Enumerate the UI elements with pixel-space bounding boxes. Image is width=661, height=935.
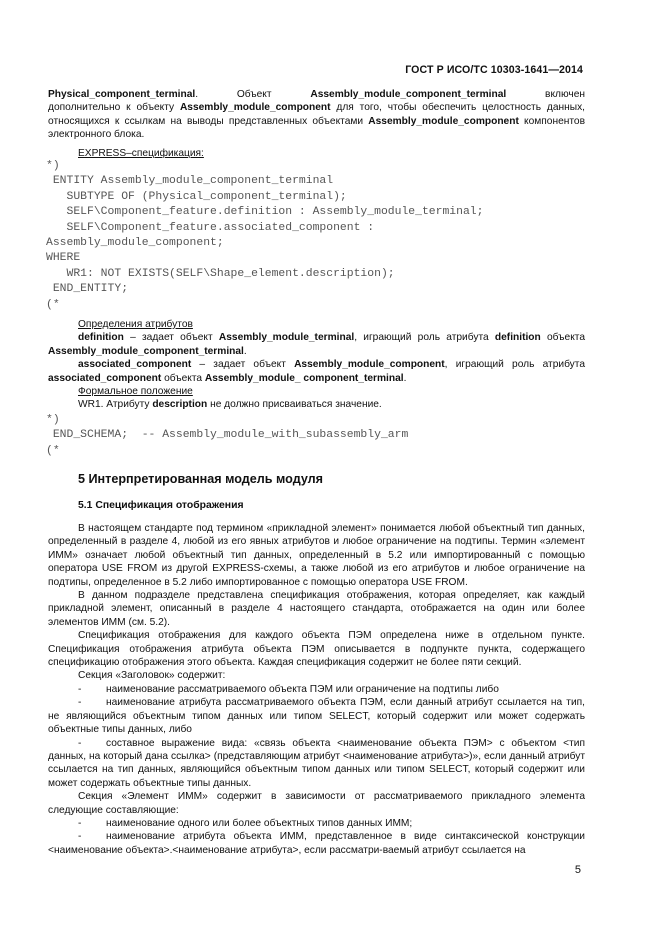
- definition-attribute-text: [48, 331, 585, 358]
- list-item: - наименование одного или более объектных типов данных ИММ;: [78, 817, 413, 829]
- bold-term: associated_component: [48, 372, 162, 384]
- bold-term: Physical_component_terminal: [48, 89, 196, 100]
- attribute-definitions-label: Определения атрибутов: [78, 319, 193, 330]
- page-number: 5: [574, 864, 581, 876]
- list-item: - наименование рассматриваемого объекта ПЭМ или ограничение на подтипы либо: [78, 683, 499, 695]
- text-run: дополнительно к объекту: [48, 102, 180, 114]
- bold-term: definition: [494, 332, 541, 344]
- dash-marker: -: [78, 737, 82, 749]
- intro-line-1: [48, 88, 585, 101]
- text-run: – задает объект: [123, 332, 219, 344]
- bold-term: Assembly_module_terminal: [218, 332, 355, 344]
- dash-marker: -: [78, 697, 82, 709]
- intro-paragraph: [48, 88, 585, 142]
- section-5-title: 5 Интерпретированная модель модуля: [78, 472, 324, 486]
- associated-component-attribute-text: [48, 358, 585, 385]
- bold-term: Assembly_module_component_terminal: [310, 89, 507, 100]
- text-run: WR1. Атрибуту: [78, 399, 153, 411]
- text-run: объекта: [540, 332, 585, 344]
- text-run: для того, чтобы обеспечить целостность данных, относящихся к ссылкам на выводы представленных объектами: [48, 102, 585, 127]
- bold-term: associated_component: [78, 359, 192, 371]
- list-item: - наименование атрибута объекта ИММ, представленное в виде синтаксической конструкции <наименование объекта>.<наименование атрибута>, если рассматри-ваемый атрибут ссылается на: [48, 831, 585, 856]
- text-run: .: [403, 372, 407, 384]
- list-item: - наименование атрибута рассматриваемого объекта ПЭМ, если данный атрибут ссылается на тип, не являющийся объектным типом данных или типом SELECT, который содержит или может содержать объектные типы данных, либо: [48, 697, 585, 736]
- paragraph: Спецификация отображения для каждого объекта ПЭМ определена ниже в отдельном пункте. Спецификация отображения атрибута объекта ПЭМ описывается в подпункте пункта, содержащего спецификацию отображения этого объекта. Каждая спецификация содержит не более пяти секций.: [48, 630, 585, 669]
- bold-term: Assembly_module_component: [294, 359, 445, 371]
- bold-term: description: [152, 399, 208, 411]
- section-5-1-body: [48, 522, 585, 857]
- text-run: не должно присваиваться значение.: [207, 399, 382, 411]
- express-code-entity: *) ENTITY Assembly_module_component_terminal SUBTYPE OF (Physical_component_terminal); SELF\Component_feature.definition : Assembly_module_terminal; SELF\Component_feature.associated_component : Assembly_module_component; WHERE WR1: NOT EXISTS(SELF\Shape_element.description); END_ENTITY; (*: [46, 160, 484, 311]
- dash-marker: -: [78, 817, 82, 829]
- text-run: включен: [506, 89, 585, 100]
- standard-header: ГОСТ Р ИСО/ТС 10303-1641—2014: [405, 64, 583, 76]
- dash-marker: -: [78, 683, 82, 695]
- text-run: , играющий роль атрибута: [444, 359, 585, 371]
- bold-term: Assembly_module_ component_terminal: [204, 372, 404, 384]
- paragraph: В данном подразделе представлена спецификация отображения, которая определяет, как каждый прикладной элемент, описанный в разделе 4 настоящего стандарта, отображается на один или более элементов ИММ (см. 5.2).: [48, 590, 585, 628]
- formal-statement-label: Формальное положение: [78, 386, 193, 398]
- bold-term: Assembly_module_component: [179, 102, 331, 114]
- text-run: компонентов электронного блока.: [48, 115, 585, 141]
- list-item: - составное выражение вида: «связь объекта <наименование объекта ПЭМ> с объектом <тип данных, на который дана ссылка> (представляющим атрибут <наименование атрибута>)», если данный атрибут ссылается на тип данных, являющийся объектным типом данных или типом SELECT, который содержит или может содержать объектные типы данных.: [48, 737, 585, 789]
- dash-marker: -: [78, 831, 82, 843]
- express-spec-label: EXPRESS–спецификация:: [78, 148, 204, 159]
- paragraph: В настоящем стандарте под термином «прикладной элемент» понимается любой объектный тип данных, определенный в разделе 4, любой из его явных атрибутов и любое ограничение на подтипы. Термин «элемент ИММ» означает любой объектный тип данных, определенный в 5.2 или импортированный с помощью оператора USE FROM из другой EXPRESS-схемы, а также любой из его атрибутов и любое ограничение на подтипы, определенное в 5.2 либо импортированное с помощью оператора USE FROM.: [48, 523, 585, 588]
- bold-term: Assembly_module_component: [368, 115, 519, 127]
- wr1-rule-text: [48, 398, 585, 411]
- text-run: . Объект: [195, 89, 311, 100]
- paragraph: Секция «Элемент ИММ» содержит в зависимости от рассматриваемого прикладного элемента следующие составляющие:: [48, 791, 585, 816]
- bold-term: definition: [78, 332, 124, 344]
- subsection-5-1-title: 5.1 Спецификация отображения: [78, 500, 244, 511]
- bold-term: Assembly_module_component_terminal: [48, 345, 244, 357]
- text-run: объекта: [161, 372, 205, 384]
- text-run: , играющий роль атрибута: [354, 332, 495, 344]
- attribute-definitions: [48, 318, 585, 412]
- express-code-end-schema: *) END_SCHEMA; -- Assembly_module_with_subassembly_arm (*: [46, 414, 409, 457]
- text-run: .: [243, 345, 247, 357]
- intro-line-rest: [48, 101, 585, 141]
- text-run: – задает объект: [191, 359, 295, 371]
- paragraph: Секция «Заголовок» содержит:: [78, 670, 226, 682]
